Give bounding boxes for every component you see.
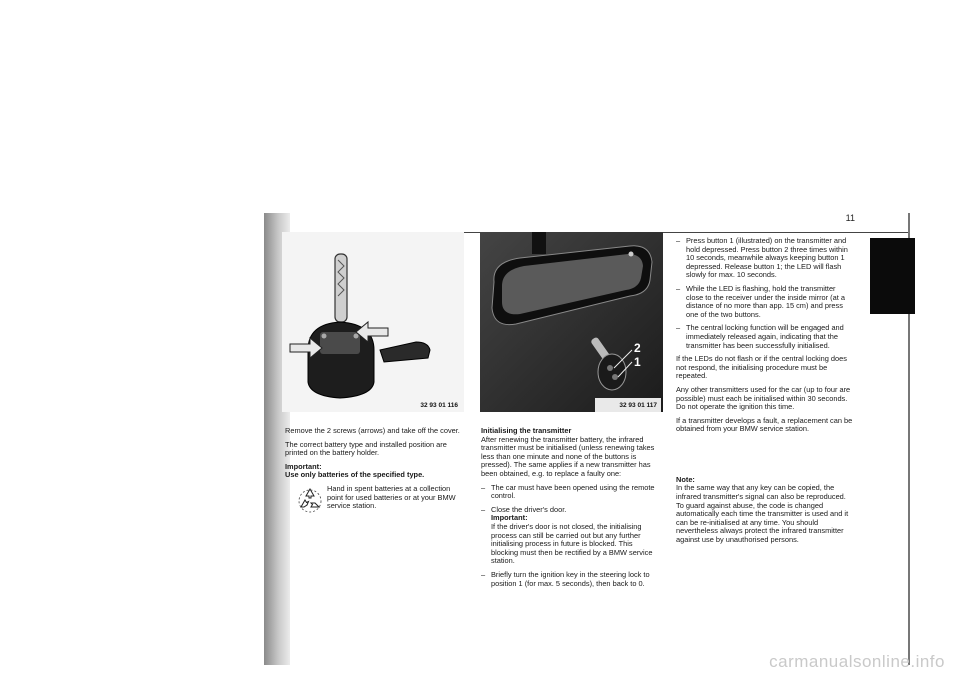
fault-text: If a transmitter develops a fault, a replacement can be obtained from your BMW service station. xyxy=(676,415,853,434)
section-heading: Initialising the transmitter xyxy=(481,426,572,435)
step-item: – The car must have been opened using the remote control. xyxy=(481,482,655,501)
step-item: – Press button 1 (illustrated) on the transmitter and hold depressed. Press button 2 three times within 10 seconds, meanwhile always keeping button 1 depressed. Release button 1; the LED will flash slowly for max. 10 seconds. xyxy=(676,236,848,280)
important-text-mid: If the driver's door is not closed, the initialising process can still be carried out but any further initialising process in future is blocked. This blocking must then be rectified by a BMW service station. xyxy=(491,521,653,566)
left-text-column xyxy=(285,427,463,527)
mirror-transmitter-figure xyxy=(480,232,663,412)
important-label-left: Important: xyxy=(285,461,322,471)
figure-code-right: 32 93 01 117 xyxy=(619,402,657,409)
step-text: While the LED is flashing, hold the transmitter close to the receiver under the inside mirror (at a distance of no more than app. 15 cm) and press one of the two buttons. xyxy=(686,283,845,319)
callout-label-1: 1 xyxy=(634,355,641,369)
remove-screws-text: Remove the 2 screws (arrows) and take off the cover. xyxy=(285,426,460,435)
figure-code-left: 32 93 01 116 xyxy=(420,402,458,409)
other-transmitters-text: Any other transmitters used for the car (up to four are possible) must each be initialised within 30 seconds. Do not operate the ignition this time. xyxy=(676,384,851,412)
watermark: carmanualsonline.info xyxy=(769,652,945,671)
step-item: – Briefly turn the ignition key in the steering lock to position 1 (for max. 5 seconds), then back to 0. xyxy=(481,569,650,588)
key-battery-figure xyxy=(282,232,464,412)
note-label: Note: xyxy=(676,474,695,484)
step-text: Close the driver's door. xyxy=(491,504,567,514)
initialising-intro: After renewing the transmitter battery, the infrared transmitter must be initialised (unless renewing takes less than one minute and none of the buttons is pressed). The same applies if a new transmitter has been obtained, e.g. to replace a faulty one: xyxy=(481,434,655,478)
recycle-icon xyxy=(297,487,323,513)
middle-text-column xyxy=(481,427,661,593)
important-text-left: Use only batteries of the specified type. xyxy=(285,470,425,480)
recycle-note-text: Hand in spent batteries at a collection point for used batteries or at your BMW service station. xyxy=(327,483,456,511)
step-item: – Close the driver's door. Important: If the driver's door is not closed, the initialising process can still be carried out but any further initialising process in future is blocked. This blocking must then be rectified by a BMW service station. xyxy=(481,506,661,566)
step-text: The central locking function will be engaged and immediately released again, indicating that the transmitter has been successfully initialised. xyxy=(686,323,844,350)
step-text: Press button 1 (illustrated) on the transmitter and hold depressed. Press button 2 three times within 10 seconds, meanwhile always keeping button 1 depressed. Release button 1; the LED will flash slowly for max. 10 seconds. xyxy=(686,236,848,280)
important-label-mid: Important: xyxy=(491,513,528,523)
inside-mirror-illustration xyxy=(480,232,663,412)
recycle-note xyxy=(285,485,463,527)
page-number: 11 xyxy=(845,213,855,223)
battery-type-text: The correct battery type and installed position are printed on the battery holder. xyxy=(285,439,447,458)
step-text: The car must have been opened using the remote control. xyxy=(491,482,655,501)
note-text: In the same way that any key can be copied, the infrared transmitter's signal can also be reproduced. To guard against abuse, the code is changed automatically each time the transmitter is used and it can be re-initialised at any time. You should nevertheless always protect the infrared transmitter against use by unauthorised persons. xyxy=(676,483,849,545)
step-item: – While the LED is flashing, hold the transmitter close to the receiver under the inside mirror (at a distance of no more than app. 15 cm) and press one of the two buttons. xyxy=(676,283,845,319)
callout-label-2: 2 xyxy=(634,341,641,355)
key-transmitter-illustration xyxy=(282,232,464,412)
no-flash-text: If the LEDs do not flash or if the central locking does not respond, the initialising procedure must be repeated. xyxy=(676,354,847,381)
section-thumb-tab xyxy=(870,238,915,314)
step-text: Briefly turn the ignition key in the steering lock to position 1 (for max. 5 seconds), then back to 0. xyxy=(491,569,650,588)
step-item: – The central locking function will be engaged and immediately released again, indicating that the transmitter has been successfully initialised. xyxy=(676,323,844,350)
right-text-column xyxy=(676,237,854,550)
